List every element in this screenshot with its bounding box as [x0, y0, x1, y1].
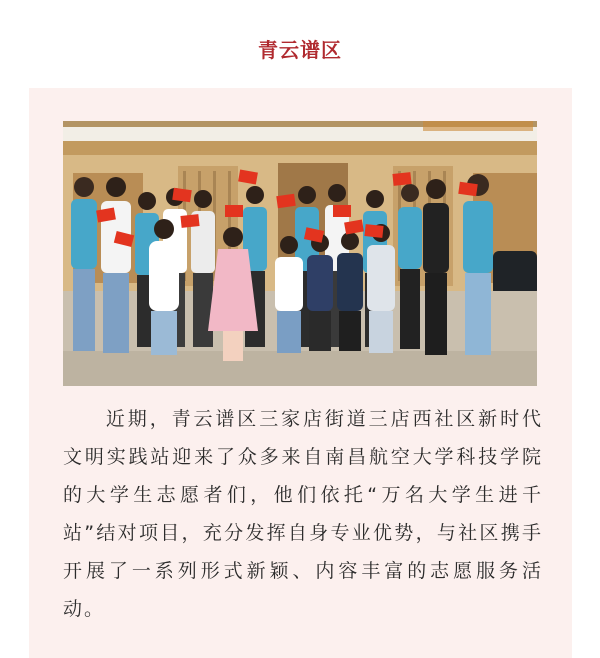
group-photo: [63, 121, 537, 386]
section-title: 青云谱区: [258, 38, 342, 62]
article-line: 社区携手开展了一系列形式新颖、内容丰富的志: [63, 522, 543, 582]
article-card: [29, 88, 572, 658]
article-line: 进千站”结对项目，充分发挥自身专业优势，与: [63, 484, 543, 544]
group-photo-illustration: [63, 121, 537, 386]
article-line: 代文明实践站迎来了众多来自南昌航空大学科技: [63, 408, 543, 468]
article-line: 学院的大学生志愿者们，他们依托“万名大学生: [63, 446, 543, 506]
article-body: [63, 400, 543, 628]
article-line: 近期，青云谱区三家店街道三店西社区新时: [105, 408, 522, 430]
article-line: 愿服务活动。: [63, 560, 543, 620]
